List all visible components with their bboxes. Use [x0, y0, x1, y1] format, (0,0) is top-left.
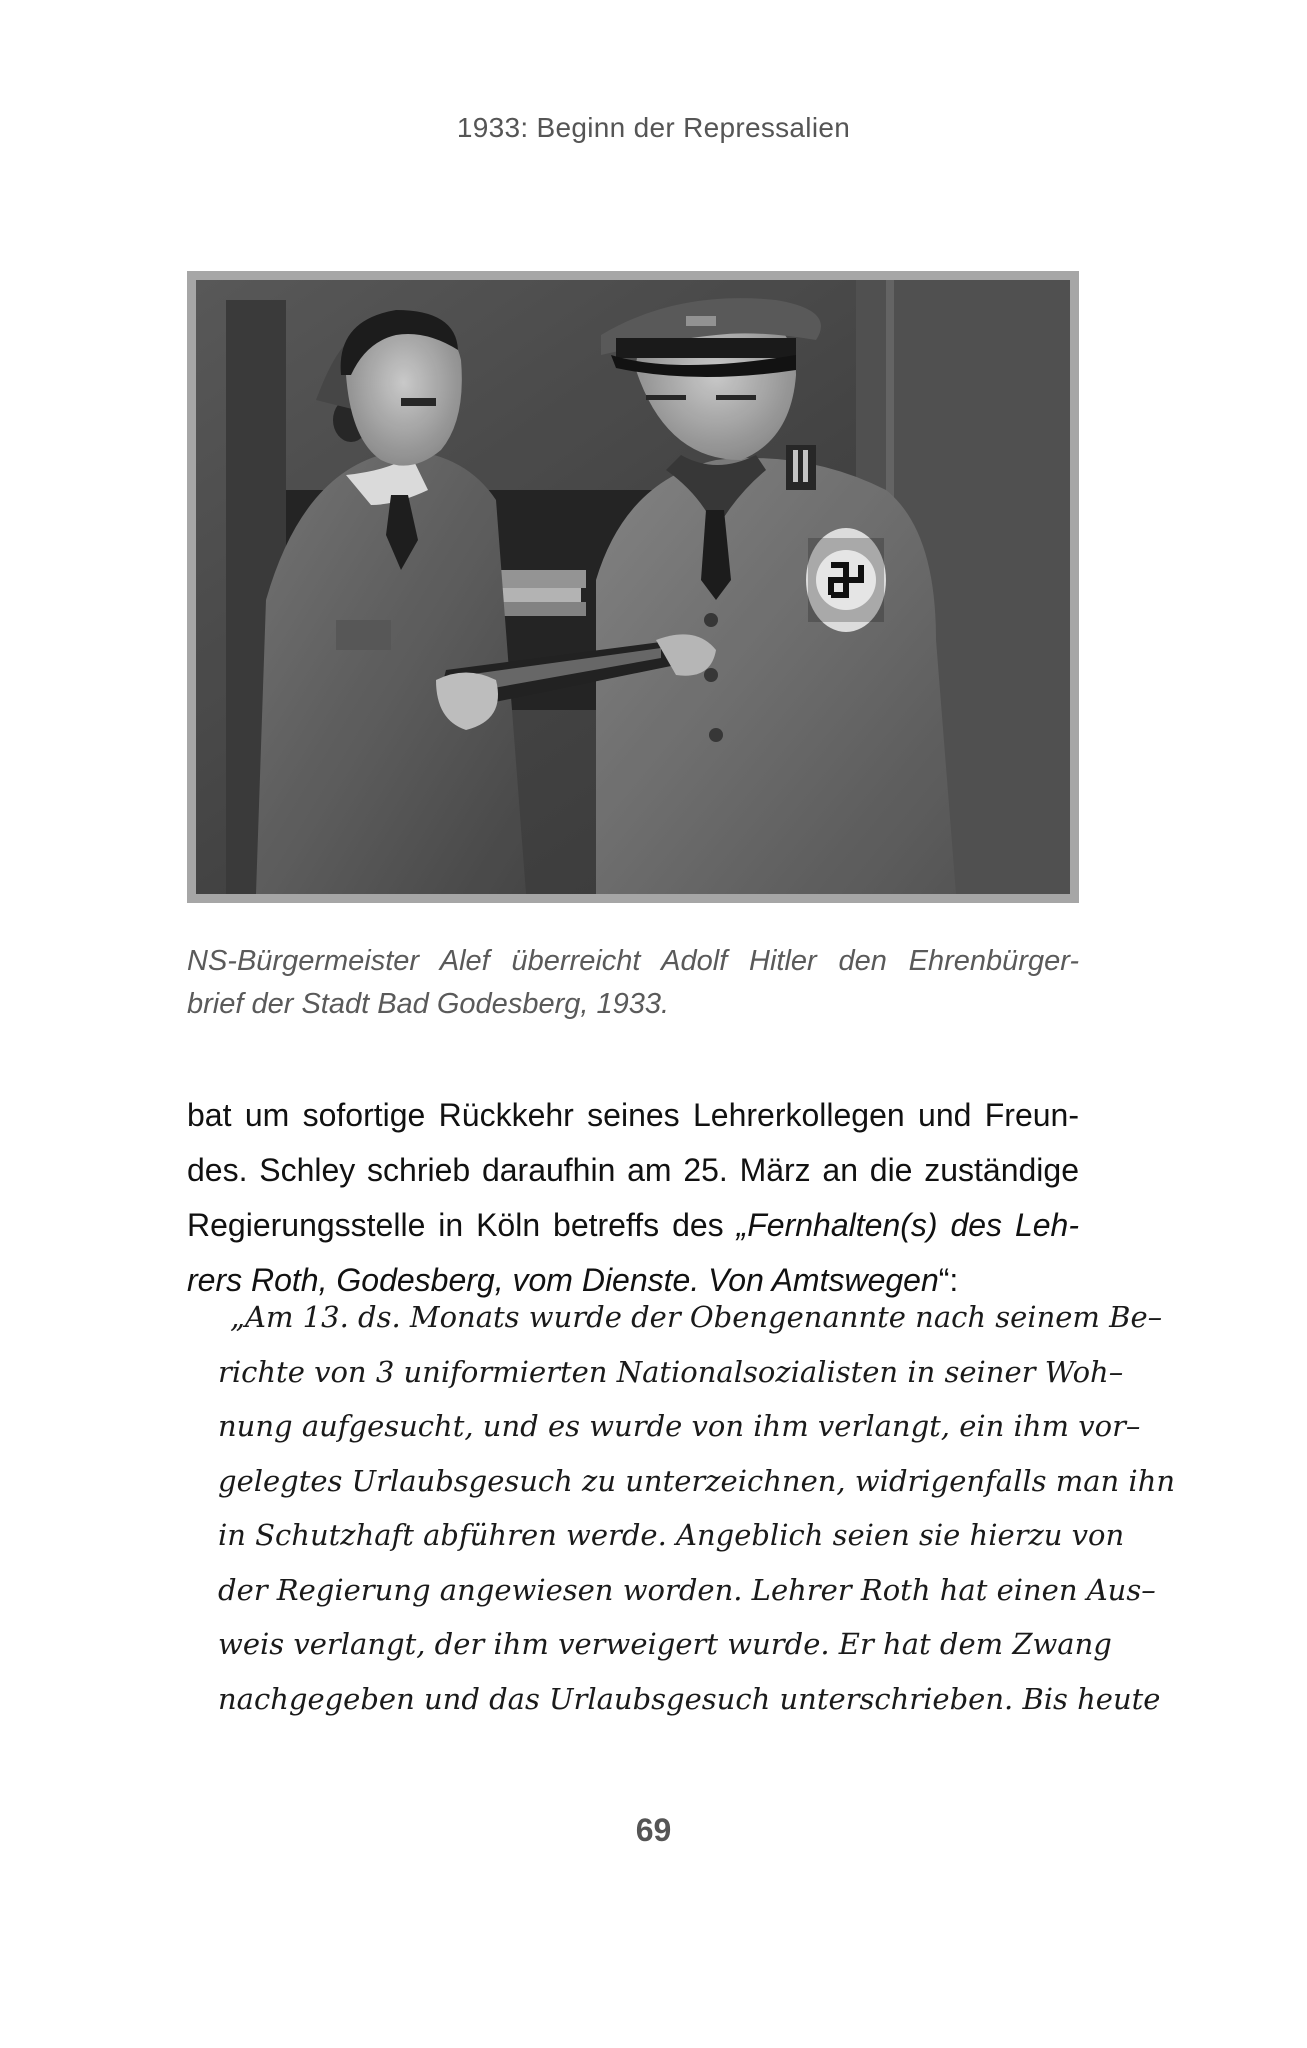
photo-caption	[187, 940, 1079, 1026]
caption-line: brief der Stadt Bad Godesberg, 1933.	[187, 988, 670, 1020]
running-head: 1933: Beginn der Repressalien	[456, 112, 851, 143]
caption-line: NS-Bürgermeister Alef überreicht Adolf Hitler den Ehrenbürger-	[187, 945, 1079, 977]
quote-line: in Schutzhaft abführen werde. Angeblich seien sie hierzu von	[218, 1518, 1125, 1552]
body-text-italic: rers Roth, Godesberg, vom Dienste. Von Amtswegen	[187, 1262, 939, 1298]
quote-line: nachgegeben und das Urlaubsgesuch unterschrieben. Bis heute	[218, 1681, 1161, 1716]
body-text-plain: “:	[938, 1262, 959, 1298]
body-text-plain: Regierungsstelle in Köln betreffs des	[187, 1207, 737, 1243]
body-line	[187, 1198, 1079, 1253]
body-line: bat um sofortige Rückkehr seines Lehrerkollegen und Freun-	[187, 1097, 1079, 1133]
page-number: 69	[635, 1812, 672, 1848]
photo-image	[196, 280, 1070, 894]
quote-line: „Am 13. ds. Monats wurde der Obengenannte nach seinem Be–	[230, 1300, 1163, 1334]
body-line: des. Schley schrieb daraufhin am 25. März an die zuständige	[187, 1152, 1079, 1188]
block-quote	[218, 1290, 1176, 1726]
quote-line: richte von 3 uniformierten Nationalsozialisten in seiner Woh–	[218, 1354, 1124, 1389]
historical-photo	[187, 271, 1079, 903]
quote-line: nung aufgesucht, und es wurde von ihm verlangt, ein ihm vor–	[218, 1409, 1141, 1443]
quote-line: der Regierung angewiesen worden. Lehrer Roth hat einen Aus–	[218, 1572, 1156, 1607]
body-text-italic: „Fernhalten(s) des Leh-	[736, 1207, 1080, 1243]
body-paragraph	[187, 1088, 1079, 1308]
quote-line: gelegtes Urlaubsgesuch zu unterzeichnen, widrigenfalls man ihn	[218, 1463, 1176, 1498]
quote-line: weis verlangt, der ihm verweigert wurde. Er hat dem Zwang	[218, 1627, 1112, 1661]
